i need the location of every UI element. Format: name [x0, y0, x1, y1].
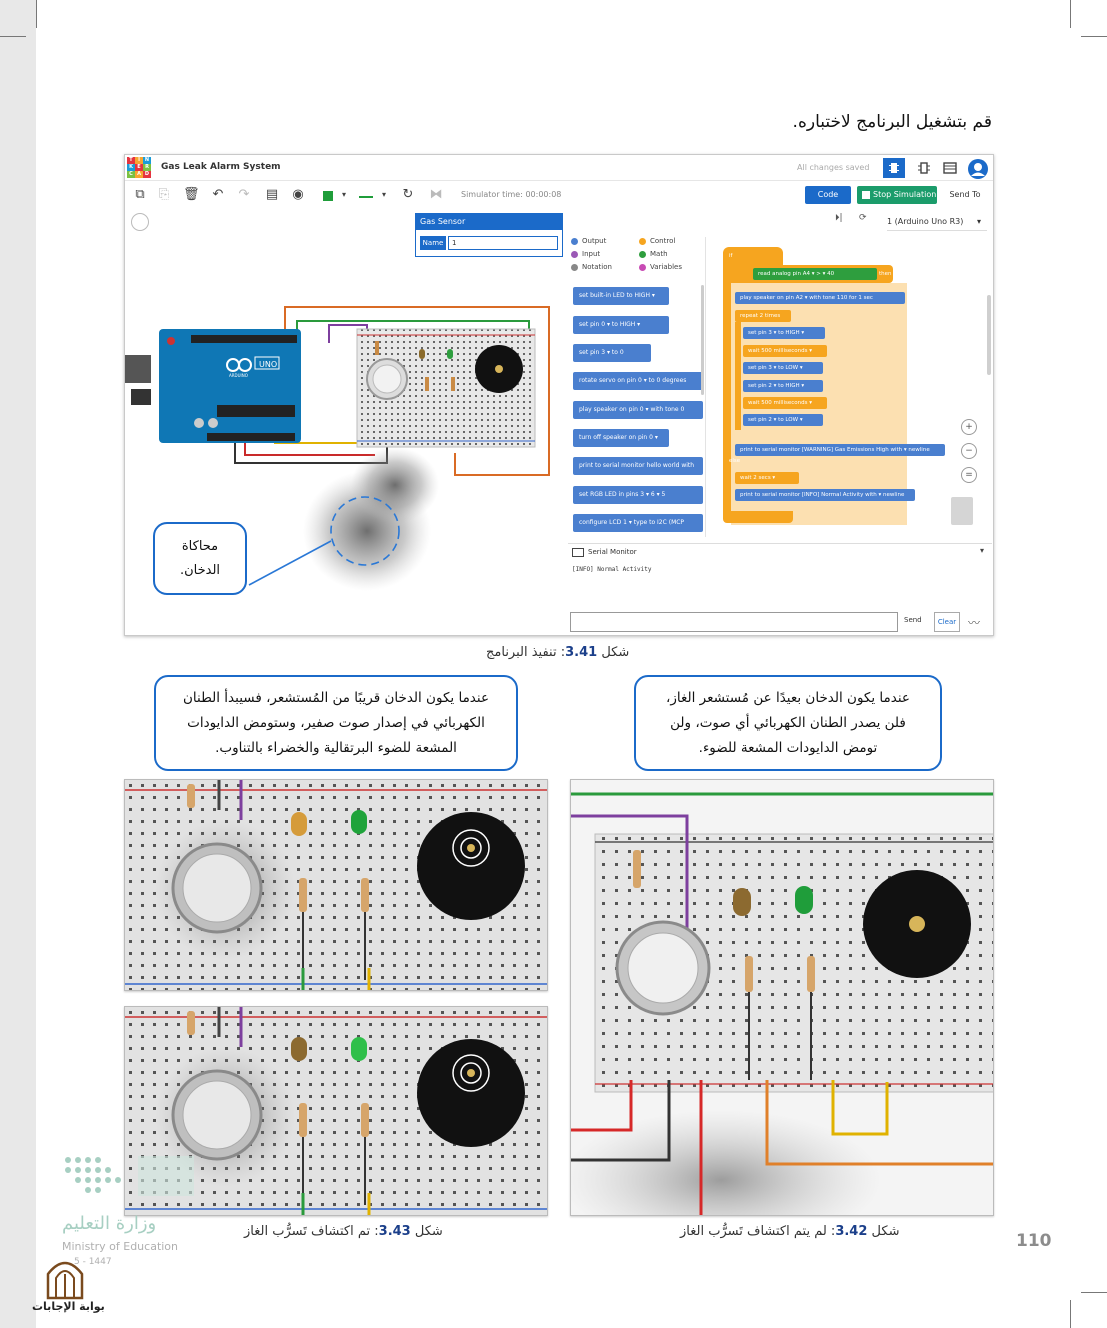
palette-block[interactable]: set built-in LED to HIGH ▾	[573, 287, 669, 305]
serial-send-button[interactable]: Send	[904, 616, 922, 624]
board-select-value: 1 (Arduino Uno R3)	[887, 217, 964, 226]
explanation-smoke-far: عندما يكون الدخان بعيدًا عن مُستشعر الغاز، فلن يصدر الطنان الكهربائي أي صوت، ولن تومض الدايودات المشعة للضوء.	[634, 675, 942, 771]
monitor-icon	[572, 548, 584, 557]
tinkercad-screenshot	[124, 154, 994, 636]
serial-input[interactable]	[570, 612, 898, 632]
category-dot	[571, 264, 578, 271]
chevron-down-icon: ▾	[976, 217, 981, 226]
save-status: All changes saved	[797, 163, 870, 172]
workspace-scrollbar[interactable]	[987, 295, 991, 375]
tinkercad-toolbar	[125, 182, 993, 210]
crop-mark	[1081, 36, 1107, 37]
crop-mark	[1070, 0, 1071, 28]
project-title: Gas Leak Alarm System	[161, 162, 281, 172]
board-select[interactable]	[887, 213, 987, 231]
orange-led-off	[291, 1037, 307, 1061]
stop-icon	[862, 191, 870, 199]
component-list-button[interactable]	[939, 158, 961, 178]
stop-simulation-button[interactable]	[857, 186, 937, 204]
trash-can-icon[interactable]	[951, 497, 973, 525]
orange-led-off	[733, 888, 751, 916]
figure-caption-3-41: شكل 3.41: تنفيذ البرنامج	[486, 645, 630, 660]
smoke-simulation-callout	[153, 522, 247, 595]
debug-icon[interactable]: ⟳	[859, 213, 867, 223]
category-notation[interactable]: Notation	[571, 263, 612, 271]
code-button[interactable]	[805, 186, 851, 204]
name-input[interactable]: 1	[448, 236, 558, 250]
redo-icon[interactable]: ↷	[238, 187, 250, 202]
category-dot	[639, 251, 646, 258]
palette-scrollbar[interactable]	[701, 285, 704, 395]
script-line[interactable]: set pin 3 ▾ to LOW ▾	[743, 362, 823, 374]
resistor	[451, 377, 455, 391]
wire-style-icon[interactable]	[359, 196, 373, 198]
name-label: Name	[420, 236, 446, 250]
palette-block[interactable]: configure LCD 1 ▾ type to I2C (MCP	[573, 514, 703, 532]
arduino-uno-label: UNO	[259, 360, 278, 369]
serial-monitor	[568, 543, 992, 635]
portal-logo-icon	[44, 1256, 86, 1300]
script-line[interactable]: wait 500 milliseconds ▾	[743, 397, 827, 409]
properties-header: Gas Sensor	[416, 214, 562, 230]
resistor	[425, 377, 429, 391]
figure-caption-3-43: شكل 3.43: تم اكتشاف تَسرُّب الغاز	[244, 1224, 443, 1239]
script-line[interactable]: set pin 2 ▾ to HIGH ▾	[743, 380, 823, 392]
category-control[interactable]: Control	[639, 237, 675, 245]
serial-output: [INFO] Normal Activity	[572, 566, 652, 573]
orange-led[interactable]	[419, 349, 425, 359]
edition-year: 5 - 1447	[74, 1257, 112, 1267]
script-line[interactable]: print to serial monitor [INFO] Normal Activity with ▾ newline	[735, 489, 915, 501]
palette-block[interactable]: rotate servo on pin 0 ▾ to 0 degrees	[573, 372, 703, 390]
chevron-down-icon[interactable]: ▾	[381, 190, 386, 199]
script-line[interactable]: wait 500 milliseconds ▾	[743, 345, 827, 357]
ministry-name-english: Ministry of Education	[62, 1240, 179, 1253]
schematic-view-button[interactable]	[913, 158, 935, 178]
category-input[interactable]: Input	[571, 250, 600, 258]
circuit-view-button[interactable]	[883, 158, 905, 178]
simulator-time: Simulator time: 00:00:08	[461, 190, 562, 199]
palette-block[interactable]: turn off speaker on pin 0 ▾	[573, 429, 669, 447]
green-led-on	[351, 810, 367, 834]
callout-line: محاكاة	[181, 539, 219, 554]
notes-icon[interactable]: ▤	[265, 187, 279, 202]
schematic-icon	[913, 158, 935, 178]
resistor	[375, 341, 379, 355]
script-line[interactable]: set pin 2 ▾ to LOW ▾	[743, 414, 823, 426]
category-output[interactable]: Output	[571, 237, 606, 245]
arduino-brand-label: ARDUINO	[229, 373, 248, 378]
crop-mark	[1081, 1292, 1107, 1293]
script-if-spine	[723, 283, 731, 515]
palette-block[interactable]: play speaker on pin 0 ▾ with tone 0	[573, 401, 703, 419]
stop-simulation-label: Stop Simulation	[873, 190, 937, 199]
script-line[interactable]: wait 2 secs ▾	[735, 472, 799, 484]
page-number: 110	[1016, 1231, 1052, 1251]
view-icon[interactable]: ◉	[292, 187, 304, 202]
figure-caption-3-42: شكل 3.42: لم يتم اكتشاف تَسرُّب الغاز	[680, 1224, 900, 1239]
trash-icon[interactable]: 🗑	[183, 187, 200, 202]
code-button-label: Code	[817, 190, 839, 199]
crop-mark	[1070, 1300, 1071, 1328]
left-margin-strip	[0, 0, 36, 1328]
green-led-on	[351, 1037, 367, 1061]
category-math[interactable]: Math	[639, 250, 668, 258]
category-variables[interactable]: Variables	[639, 263, 682, 271]
palette-block[interactable]: print to serial monitor hello world with	[573, 457, 703, 475]
undo-icon[interactable]: ↶	[212, 187, 224, 202]
category-dot	[639, 238, 646, 245]
user-avatar[interactable]	[967, 158, 989, 178]
arduino-board[interactable]	[125, 329, 301, 443]
avatar-icon	[967, 158, 989, 180]
category-dot	[571, 238, 578, 245]
serial-clear-button[interactable]: Clear	[934, 612, 960, 632]
flip-icon[interactable]: ⧓	[429, 187, 443, 202]
breadboard-gas-detected-1	[124, 779, 548, 991]
script-line[interactable]: play speaker on pin A2 ▾ with tone 110 for 1 sec	[735, 292, 905, 304]
rotate-icon[interactable]: ↻	[402, 187, 414, 202]
zoom-in-icon[interactable]: +	[961, 419, 977, 435]
ministry-name-arabic: وزارة التعليم	[62, 1213, 157, 1234]
list-icon	[939, 158, 961, 178]
zoom-reset-icon[interactable]: =	[961, 467, 977, 483]
serial-monitor-title: Serial Monitor	[588, 548, 637, 556]
circuit-icon	[883, 158, 905, 178]
intro-instruction: قم بتشغيل البرنامج لاختباره.	[792, 112, 992, 132]
graph-icon[interactable]: 〰	[968, 616, 981, 630]
palette-block[interactable]: set pin 0 ▾ to HIGH ▾	[573, 316, 669, 334]
portal-name: بوابة الإجابات	[32, 1300, 105, 1313]
breadboard-drawing	[571, 780, 994, 1216]
tinkercad-logo: T I N K E R C A D	[127, 157, 151, 179]
properties-panel	[415, 213, 563, 257]
paste-icon[interactable]: ⎘	[158, 187, 170, 202]
fit-view-icon[interactable]	[131, 213, 149, 231]
palette-divider	[705, 237, 706, 537]
ministry-logo-dots	[62, 1152, 202, 1212]
color-swatch-icon[interactable]	[323, 191, 333, 201]
chevron-down-icon[interactable]: ▾	[979, 546, 984, 555]
breadboard-drawing	[125, 780, 548, 991]
chevron-down-icon[interactable]: ▾	[341, 190, 346, 199]
category-dot	[639, 264, 646, 271]
green-led-off	[795, 886, 813, 914]
explanation-smoke-near: عندما يكون الدخان قريبًا من المُستشعر، فسيبدأ الطنان الكهربائي في إصدار صوت صفير، وستومض الدايودات المشعة للضوء البرتقالية والخضراء بالتناوب.	[154, 675, 518, 771]
tinkercad-topbar	[125, 155, 993, 181]
category-dot	[571, 251, 578, 258]
green-led[interactable]	[447, 349, 453, 359]
script-condition[interactable]: read analog pin A4 ▾ > ▾ 40	[753, 268, 877, 280]
send-to-button[interactable]: Send To	[949, 190, 981, 199]
crop-mark	[0, 36, 26, 37]
orange-led-on	[291, 812, 307, 836]
script-line[interactable]: repeat 2 times	[735, 310, 791, 322]
callout-line: الدخان.	[179, 563, 221, 578]
palette-block[interactable]: set pin 3 ▾ to 0	[573, 344, 651, 362]
zoom-out-icon[interactable]: −	[961, 443, 977, 459]
crop-mark	[36, 0, 37, 28]
script-repeat-spine	[735, 322, 741, 430]
step-icon[interactable]: ⏵|	[835, 213, 843, 223]
palette-block[interactable]: set RGB LED in pins 3 ▾ 6 ▾ 5	[573, 486, 703, 504]
copy-icon[interactable]: ⧉	[135, 187, 145, 202]
script-then-label: then	[879, 271, 892, 277]
breadboard-no-gas	[570, 779, 994, 1216]
script-if-end	[723, 511, 793, 523]
script-line[interactable]: print to serial monitor [WARNING] Gas Emissions High with ▾ newline	[735, 444, 945, 456]
script-else-label: else	[729, 458, 741, 464]
script-if-label: if	[729, 253, 733, 259]
script-line[interactable]: set pin 3 ▾ to HIGH ▾	[743, 327, 825, 339]
